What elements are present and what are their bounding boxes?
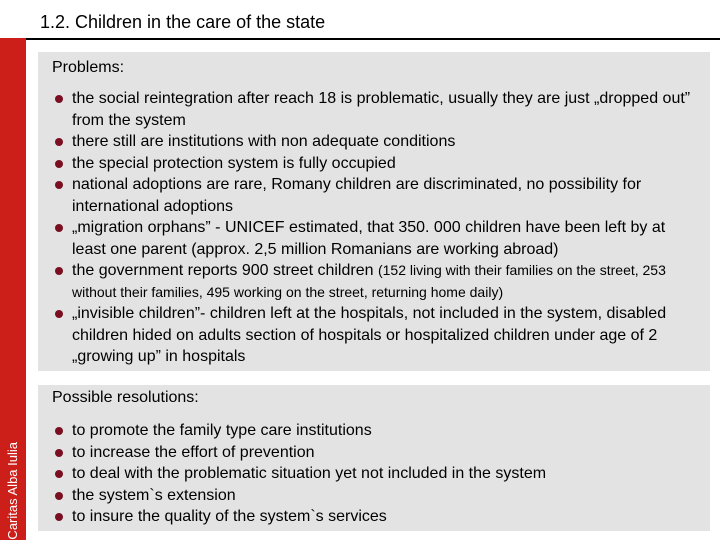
resolutions-list — [54, 420, 694, 528]
bullet-icon — [55, 267, 63, 275]
resolution-text: to deal with the problematic situation yet not included in the system — [72, 465, 547, 482]
list-item — [54, 174, 694, 217]
bullet-icon — [55, 427, 63, 435]
side-label: Caritas Alba Iulia — [5, 442, 20, 540]
problem-text: the special protection system is fully occupied — [72, 154, 396, 172]
problem-text: „invisible children”- children left at the hospitals, not included in the system, disabled children hided on adults section of hospitals or hospitalized children under age of 2 „growing up” in hospitals — [72, 305, 667, 365]
resolutions-box — [38, 385, 710, 531]
problem-text: there still are institutions with non adequate conditions — [72, 133, 456, 150]
problem-text: national adoptions are rare, Romany children are discriminated, no possibility for international adoptions — [72, 176, 642, 215]
resolution-text: to increase the effort of prevention — [72, 443, 315, 461]
problem-text: the social reintegration after reach 18 is problematic, usually they are just „dropped out” from the system — [72, 90, 691, 129]
page-title: 1.2. Children in the care of the state — [40, 12, 326, 32]
problem-text: „migration orphans” - UNICEF estimated, that 350. 000 children have been left by at least one parent (approx. 2,5 million Romanians are working abroad) — [72, 219, 666, 258]
bullet-icon — [55, 470, 63, 478]
problem-detail-text: (152 living with their families on the street, 253 without their families, 495 working on the street, returning home daily) — [72, 262, 666, 300]
title-bar — [26, 0, 720, 40]
bullet-icon — [55, 224, 63, 232]
bullet-icon — [55, 310, 63, 318]
bullet-icon — [55, 492, 63, 500]
list-item — [54, 420, 694, 442]
list-item — [54, 217, 694, 260]
list-item — [54, 153, 694, 175]
resolutions-heading: Possible resolutions: — [52, 389, 199, 406]
bullet-icon — [55, 513, 63, 521]
bullet-icon — [55, 181, 63, 189]
list-item — [54, 260, 694, 303]
bullet-icon — [55, 138, 63, 146]
problems-box — [38, 52, 710, 371]
list-item — [54, 485, 694, 507]
list-item — [54, 303, 694, 368]
bullet-icon — [55, 160, 63, 168]
problems-heading: Problems: — [52, 59, 125, 76]
list-item — [54, 506, 694, 528]
list-item — [54, 442, 694, 464]
problems-list — [54, 88, 694, 368]
list-item — [54, 463, 694, 485]
list-item — [54, 88, 694, 131]
list-item — [54, 131, 694, 153]
resolution-text: the system`s extension — [72, 486, 236, 504]
side-label-container — [0, 38, 26, 540]
bullet-icon — [55, 95, 63, 103]
resolution-text: to promote the family type care institutions — [72, 422, 372, 439]
resolution-text: to insure the quality of the system`s services — [72, 508, 387, 525]
problem-text: the government reports 900 street children — [72, 262, 374, 279]
bullet-icon — [55, 449, 63, 457]
